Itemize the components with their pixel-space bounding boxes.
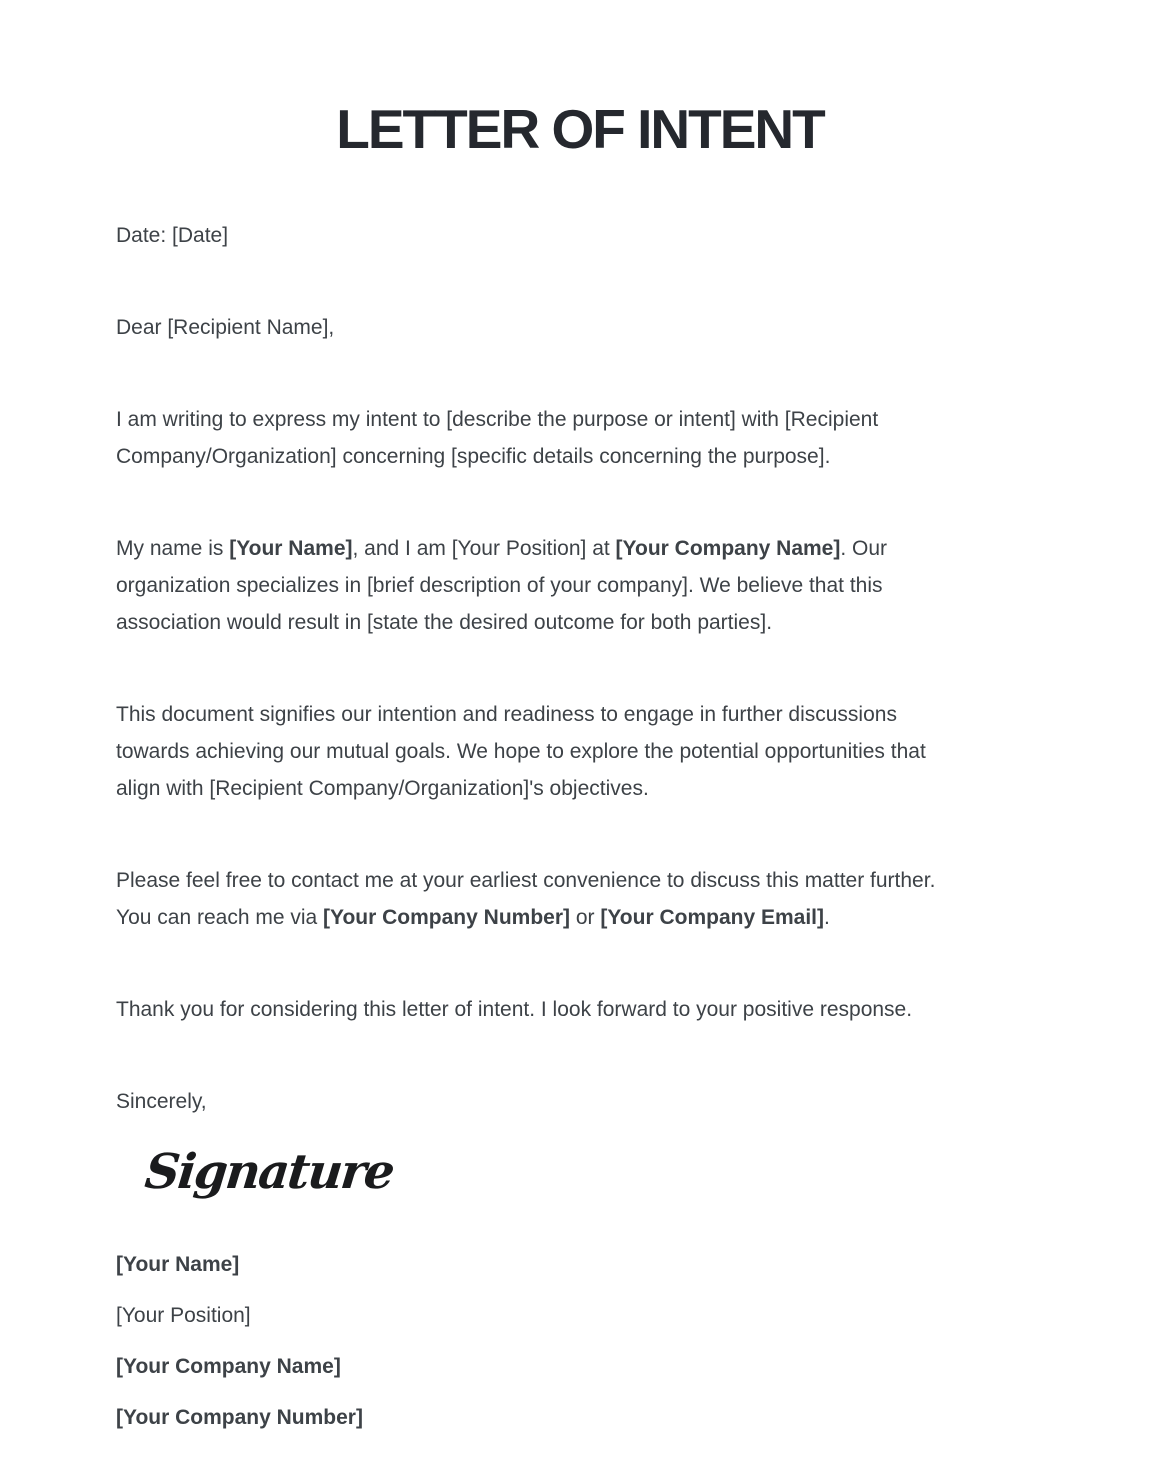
date-line: Date: [Date]	[116, 224, 229, 247]
letter-body	[116, 401, 1044, 1028]
paragraph-text: . Our organization specializes in [brief description of your company]. We believe that this association would result in [state the desired outcome for both parties].	[116, 537, 888, 634]
salutation-line: Dear [Recipient Name],	[116, 316, 335, 339]
placeholder-bold-text: [Your Company Email]	[600, 906, 824, 929]
signature-script-text: Signature	[142, 1144, 396, 1200]
closing-line: Sincerely,	[116, 1090, 207, 1113]
paragraph-text: , and I am [Your Position] at	[352, 537, 616, 560]
letter-paragraph	[116, 401, 972, 475]
signature-detail-line: [Your Company Name]	[116, 1355, 341, 1378]
paragraph-text: .	[823, 906, 830, 929]
signature-detail-line: [Your Position]	[116, 1304, 251, 1327]
paragraph-text: I am writing to express my intent to [describe the purpose or intent] with [Recipient Company/Organization] concerning [specific details concerning the purpose].	[116, 408, 879, 468]
paragraph-text: Thank you for considering this letter of intent. I look forward to your positive response.	[116, 998, 913, 1021]
paragraph-text: This document signifies our intention and readiness to engage in further discussions towards achieving our mutual goals. We hope to explore the potential opportunities that align with [Recipient Company/Organization]'s objectives.	[116, 703, 926, 800]
signature-detail-line: [Your Name]	[116, 1253, 240, 1276]
letter-paragraph	[116, 530, 972, 641]
letter-paragraph	[116, 991, 972, 1028]
placeholder-bold-text: [Your Name]	[229, 537, 353, 560]
signature-detail-line: [Your Company Number]	[116, 1406, 363, 1429]
paragraph-text: Please feel free to contact me at your earliest convenience to discuss this matter further. You can reach me via	[116, 869, 936, 929]
placeholder-bold-text: [Your Company Name]	[615, 537, 841, 560]
placeholder-bold-text: [Your Company Number]	[323, 906, 570, 929]
paragraph-text: My name is	[116, 537, 230, 560]
paragraph-text: or	[570, 906, 601, 929]
letter-paragraph	[116, 696, 972, 807]
letter-paragraph	[116, 862, 972, 936]
signature-details-block	[116, 1246, 1044, 1436]
document-title: LETTER OF INTENT	[336, 98, 824, 160]
